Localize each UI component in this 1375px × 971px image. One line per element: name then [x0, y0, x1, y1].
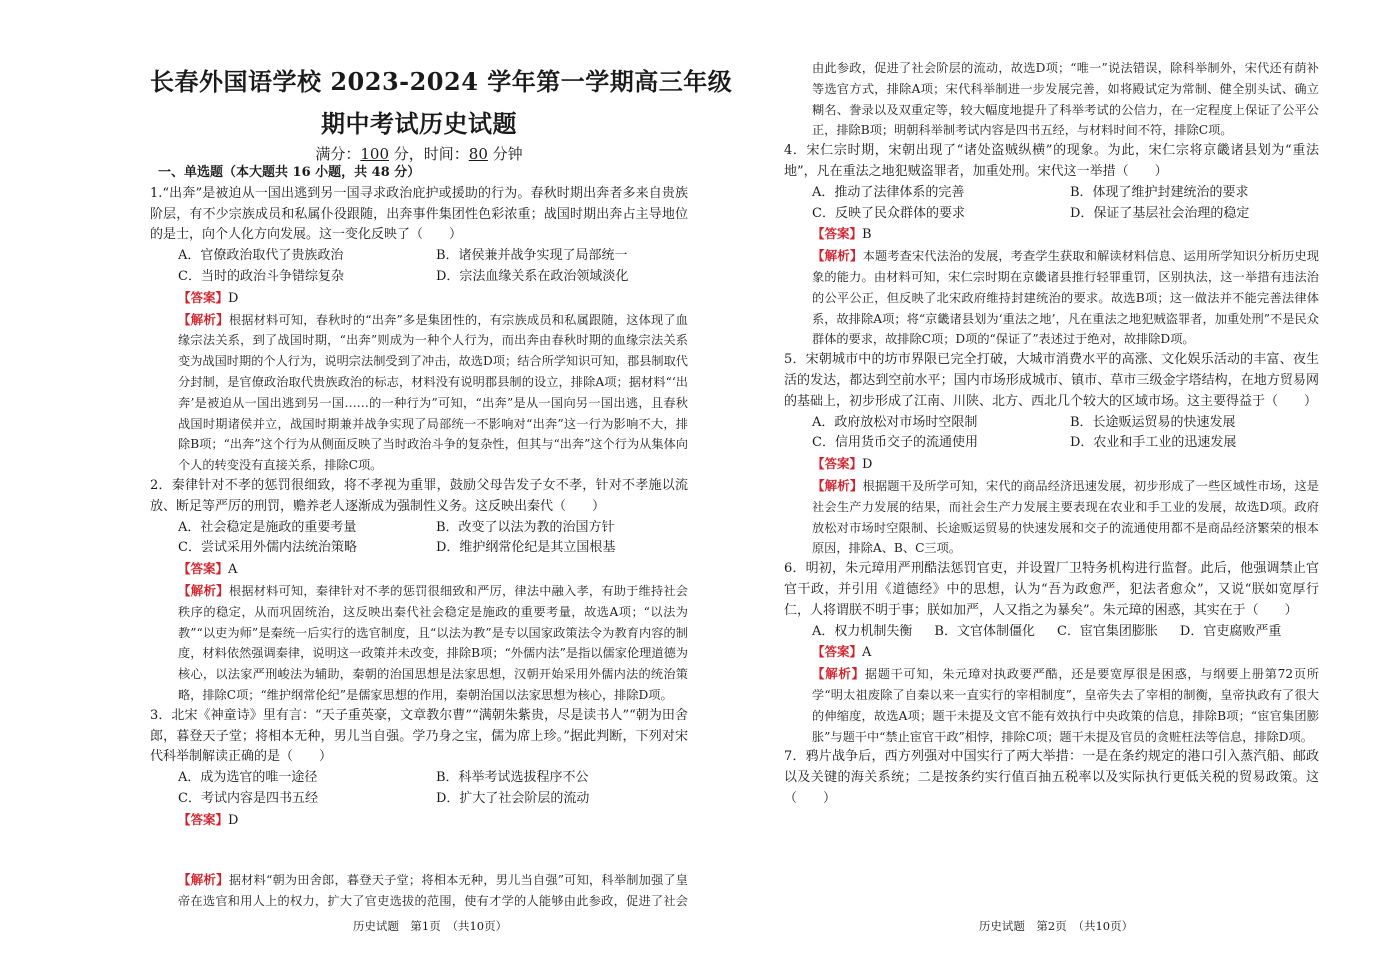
answer-value: D [862, 457, 873, 473]
question-stem: 2．秦律针对不孝的惩罚很细致，将不孝视为重罪，鼓励父母告发子女不孝，针对不孝施以流放、断足等严厉的刑罚，赡养老人逐渐成为强制性义务。这反映出秦代（ ） [150, 477, 688, 514]
options [150, 246, 688, 288]
options [784, 183, 1319, 225]
analysis-text: 本题考查宋代法治的发展，考查学生获取和解读材料信息、运用所学知识分析历史现象的能力。由材料可知，宋仁宗时期在京畿诸县推行轻罪重罚，区别执法，这一举措有违法治的公平公正，但反映了北宋政府维持封建统治的要求。故选B项；这一做法并不能完善法律体系，故排除A项；将“京畿诸县划为‘重法之地’，凡在重法之地犯贼盗罪者，加重处刑”不是民众群体的要求，故排除C项；D项的“保证了”表述过于绝对，故排除D项。 [812, 249, 1319, 347]
analysis [784, 664, 1319, 747]
option-c: C．当时的政治斗争错综复杂 [178, 268, 344, 284]
answer-line [784, 224, 1319, 246]
option-b: B．体现了维护封建统治的要求 [1070, 184, 1249, 200]
analysis [150, 581, 688, 706]
option-d: D．维护纲常伦纪是其立国根基 [436, 540, 616, 556]
question-stem: 1.“出奔”是被迫从一国出逃到另一国寻求政治庇护或援助的行为。春秋时期出奔者多来自贵族阶层，有不少宗族成员和私属仆役跟随，出奔事件集团性色彩浓重；战国时期出奔占主导地位的是士，向个人化方向发展。这一变化反映了（ ） [150, 185, 688, 243]
question-3 [150, 706, 688, 832]
question-stem: 7．鸦片战争后，西方列强对中国实行了两大举措：一是在条约规定的港口引入蒸汽船、邮政以及关键的海关系统；二是按条约实行值百抽五税率以及实际执行更低关税的贸易政策。这（ ） [784, 749, 1319, 806]
question-stem: 4．宋仁宗时期，宋朝出现了“诸处盗贼纵横”的现象。为此，宋仁宗将京畿诸县划为“重法地”，凡在重法之地犯贼盗罪者，加重处刑。宋代这一举措（ ） [784, 143, 1319, 179]
answer-value: A [228, 562, 238, 578]
option-a: A．权力机制失衡 [812, 623, 913, 639]
analysis-text: 根据材料可知，秦律针对不孝的惩罚很细致和严厉，律法中融入孝，有助于维持社会秩序的稳定，从而巩固统治，这反映出秦代社会稳定是施政的重要考量，故选A项；“以法为教”“以吏为师”是秦统一后实行的选官制度，且“以法为教”是专以国家政策法令为教育内容的制度，材料依然强调秦律，说明这一政策并未改变，排除B项；“外儒内法”是指以儒家伦理道德为核心，以法家严刑峻法为辅助，秦朝的治国思想是法家思想，汉朝开始采用外儒内法的统治策略，排除C项；“维护纲常伦纪”是儒家思想的作用，秦朝治国以法家思想为核心，排除D项。 [178, 583, 688, 702]
analysis-text: 据材料“朝为田舍郎，暮登天子堂；将相本无种，男儿当自强”可知，科举制加强了皇帝在选官和用人上的权力，扩大了官吏选拔的范围，使有才学的人能够由此参政，促进了社会 [178, 873, 688, 908]
question-6 [784, 559, 1319, 747]
q3-analysis-left [150, 870, 688, 912]
score-time-line [150, 143, 688, 164]
analysis-tag: 【解析】 [178, 311, 229, 327]
answer-line [784, 642, 1319, 664]
option-a: A．社会稳定是施政的重要考量 [178, 519, 357, 535]
option-d: D．扩大了社会阶层的流动 [436, 790, 590, 806]
option-c: C．信用货币交子的流通使用 [812, 435, 978, 451]
question-stem: 3．北宋《神童诗》里有言：“天子重英豪，文章教尔曹”“满朝朱紫贵，尽是读书人”“朝为田舍郎，暮登天子堂；将相本无种，男儿当自强。学乃身之宝，儒为席上珍。”据此判断，下列对宋代科举制解读正确的是（ ） [150, 707, 688, 765]
answer-line [784, 454, 1319, 476]
analysis-tag: 【解析】 [812, 666, 865, 682]
answer-value: D [228, 812, 239, 828]
question-4 [784, 141, 1319, 350]
option-c: C．尝试采用外儒内法统治策略 [178, 540, 357, 556]
option-b: B．改变了以法为教的治国方针 [436, 519, 615, 535]
question-7 [784, 747, 1319, 809]
option-b: B．长途贩运贸易的快速发展 [1070, 414, 1236, 430]
time-value: 80 [468, 145, 488, 163]
analysis-text: 根据题干及所学可知，宋代的商品经济迅速发展，初步形成了一些区域性市场，这是社会生产力发展的结果，而社会生产力发展主要表现在农业和手工业的发展，故选D项。政府放松对市场时空限制、长途贩运贸易的快速发展和交子的流通使用都不是商品经济繁荣的根本原因，排除A、B、C三项。 [812, 478, 1319, 556]
option-a: A．官僚政治取代了贵族政治 [178, 248, 344, 264]
options [150, 768, 688, 810]
options [784, 413, 1319, 455]
right-content [784, 58, 1319, 810]
answer-value: A [862, 645, 872, 661]
option-a: A．政府放松对市场时空限制 [812, 414, 978, 430]
footer-page-1: 历史试题 第1页 （共10页） [352, 919, 508, 933]
option-c: C．反映了民众群体的要求 [812, 205, 965, 221]
score-value: 100 [360, 145, 389, 163]
option-a: A．推动了法律体系的完善 [812, 184, 965, 200]
option-a: A．成为选官的唯一途径 [178, 770, 318, 786]
option-b: B．科举考试选拔程序不公 [436, 770, 589, 786]
answer-line [150, 559, 688, 581]
left-content [150, 163, 688, 832]
answer-tag: 【答案】 [178, 811, 229, 827]
options [784, 622, 1319, 643]
question-stem: 6．明初，朱元璋用严刑酷法惩罚官吏，并设置厂卫特务机构进行监督。此后，他强调禁止官官干政，并引用《道德经》中的思想，认为“吾为政愈严，犯法者愈众”，又说“朕如宽厚行仁，人将谓朕不明于事；朕如加严，人又指之为暴矣”。朱元璋的困惑，其实在于（ ） [784, 561, 1319, 618]
answer-tag: 【答案】 [178, 561, 229, 577]
q3-analysis-continued: 由此参政，促进了社会阶层的流动，故选D项；“唯一”说法错误，除科举制外，宋代还有荫补等选官方式，排除A项；宋代科举制进一步发展完善，如将殿试定为常制、健全别头试、确立糊名、誊录以及双重定等，较大幅度地提升了科举考试的公信力，在一定程度上保证了公平公正，排除B项；明朝科举制考试内容是四书五经，与材料时间不符，排除C项。 [812, 61, 1319, 138]
analysis-text: 据题干可知，朱元璋对执政要严酷，还是要宽厚很是困惑，与纲要上册第72页所学“明太祖废除了自秦以来一直实行的宰相制度”，皇帝失去了宰相的制衡，皇帝执政有了很大的伸缩度，故选A项；题干未提及文官不能有效执行中央政策的信息，排除B项；“宦官集团膨胀”与题干中“禁止宦官干政”相悖，排除C项；题干未提及官员的贪赃枉法等信息，排除D项。 [812, 667, 1319, 744]
answer-value: B [862, 227, 872, 243]
exam-title-line-1: 长春外国语学校 2023-2024 学年第一学期高三年级 [150, 67, 733, 96]
option-b: B．诸侯兼并战争实现了局部统一 [436, 248, 628, 264]
option-b: B．文官体制僵化 [934, 623, 1035, 639]
answer-line [150, 288, 688, 310]
option-d: D．宗法血缘关系在政治领域淡化 [436, 268, 629, 284]
answer-tag: 【答案】 [812, 456, 863, 472]
question-stem: 5．宋朝城市中的坊市界限已完全打破，大城市消费水平的高涨、文化娱乐活动的丰富、夜生活的发达，都达到空前水平；国内市场形成城市、镇市、草市三级金字塔结构，在地方贸易网的基础上，初步形成了江南、川陕、北方、西北几个较大的区域市场。这主要得益于（ ） [784, 352, 1319, 409]
analysis-tag: 【解析】 [812, 477, 863, 493]
section-heading: 一、单选题（本大题共 16 小题，共 48 分） [158, 165, 421, 180]
option-d: D．保证了基层社会治理的稳定 [1070, 205, 1250, 221]
option-d: D．农业和手工业的迅速发展 [1070, 435, 1237, 451]
question-5 [784, 350, 1319, 559]
footer-page-2: 历史试题 第2页 （共10页） [978, 919, 1134, 933]
answer-tag: 【答案】 [812, 644, 863, 660]
answer-tag: 【答案】 [812, 226, 863, 242]
question-2 [150, 476, 688, 706]
option-d: D．官吏腐败严重 [1179, 623, 1282, 639]
question-1 [150, 184, 688, 476]
answer-line [150, 810, 688, 832]
answer-tag: 【答案】 [178, 289, 229, 305]
option-c: C．考试内容是四书五经 [178, 790, 318, 806]
analysis-tag: 【解析】 [812, 248, 863, 264]
analysis-tag: 【解析】 [178, 872, 229, 887]
analysis-tag: 【解析】 [178, 582, 229, 598]
analysis [150, 310, 688, 476]
answer-value: D [228, 290, 239, 306]
options [150, 518, 688, 560]
exam-title-line-2: 期中考试历史试题 [321, 109, 517, 138]
analysis [150, 870, 688, 912]
analysis [784, 246, 1319, 350]
score-suffix: 分钟 [487, 145, 523, 163]
score-mid: 分，时间： [389, 145, 469, 163]
analysis-text: 根据材料可知，春秋时的“出奔”多是集团性的，有宗族成员和私属跟随，这体现了血缘宗法关系，到了战国时期，“出奔”则成为一种个人行为，而出奔由春秋时期的血缘宗法关系变为战国时期的个人行为，说明宗法制受到了冲击，故选D项；结合所学知识可知，郡县制取代分封制，是官僚政治取代贵族政治的标志，材料没有说明郡县制的设立，排除A项；据材料“‘出奔’是被迫从一国出逃到另一国……的一种行为”可知，“出奔”是从一国向另一国出逃，且春秋战国时期诸侯并立，战国时期兼并战争实现了局部统一不影响对“出奔”这一行为影响不大，排除B项；“出奔”这个行为从侧面反映了当时政治斗争的复杂性，但其与“出奔”这个行为从集体向个人的转变没有直接关系，排除C项。 [178, 312, 688, 473]
analysis [784, 476, 1319, 559]
score-prefix: 满分： [315, 145, 361, 163]
option-c: C．宦官集团膨胀 [1056, 623, 1158, 639]
